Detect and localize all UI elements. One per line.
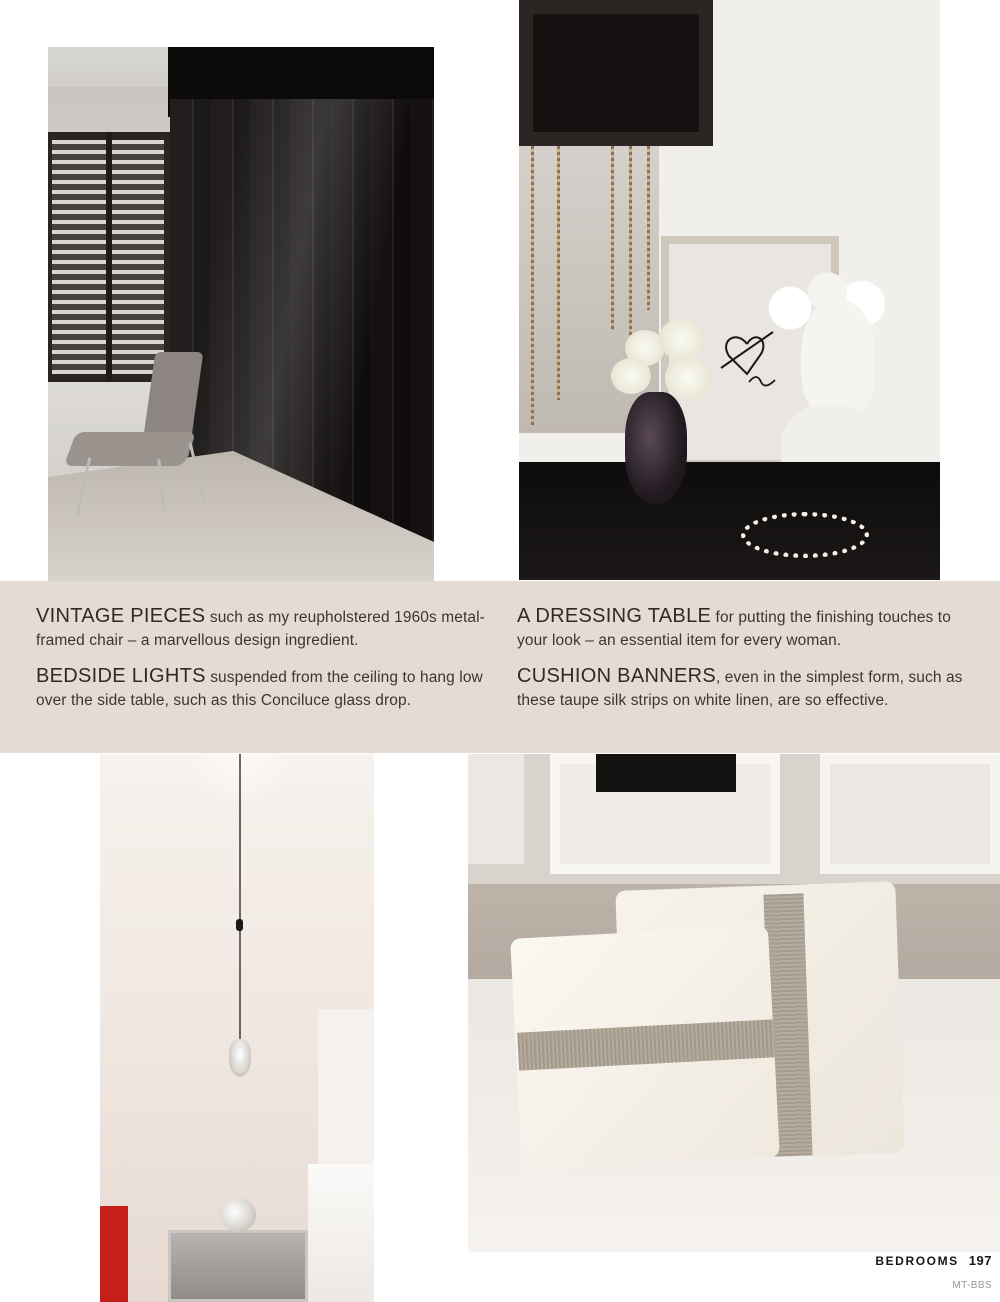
page-folio (875, 1253, 992, 1268)
photo-dressing-table (519, 0, 940, 580)
pendant-wire (239, 754, 241, 1044)
bed-linen (308, 1164, 374, 1302)
watermark: MT-BBS (952, 1280, 992, 1291)
white-rose (611, 358, 651, 394)
framed-art-dark-panel (596, 754, 736, 792)
glass-drop-bulb (229, 1039, 251, 1077)
necklace (531, 140, 534, 425)
necklace (611, 140, 614, 330)
pearl-necklace (741, 512, 869, 558)
white-rose (659, 318, 705, 360)
photo-pendant-light (100, 754, 374, 1302)
red-chair (100, 1206, 128, 1302)
caption-bedside-lights (36, 665, 486, 712)
section-name: BEDROOMS (875, 1254, 959, 1268)
caption-body: , even in the simplest form, such as these taupe silk strips on white linen, are so effective. (517, 669, 963, 709)
caption-body: such as my reupholstered 1960s metal-framed chair – a marvellous design ingredient. (36, 609, 485, 649)
wire-knot (236, 919, 243, 931)
caption-body: suspended from the ceiling to hang low over the side table, such as this Conciluce glass drop. (36, 669, 483, 709)
caption-vintage-pieces (36, 605, 486, 652)
glass-orb (220, 1198, 256, 1232)
caption-lead: CUSHION BANNERS (517, 665, 716, 687)
caption-cushion-banners (517, 665, 979, 712)
caption-lead: BEDSIDE LIGHTS (36, 665, 206, 687)
framed-art (468, 754, 524, 864)
dark-glass-vase (625, 392, 687, 504)
black-picture-frame (519, 0, 713, 146)
caption-lead: A DRESSING TABLE (517, 605, 712, 627)
white-rose (665, 356, 711, 400)
metal-nightstand (168, 1230, 308, 1302)
necklace (557, 140, 560, 400)
shutter-divider (106, 132, 112, 382)
page-number: 197 (968, 1253, 992, 1268)
white-bust (801, 300, 875, 420)
necklace (647, 140, 650, 310)
caption-lead: VINTAGE PIECES (36, 605, 206, 627)
caption-dressing-table (517, 605, 969, 652)
window-shutters (48, 132, 174, 382)
chair-seat (64, 432, 196, 466)
caption-band (0, 581, 1000, 753)
caption-body: for putting the finishing touches to your look – an essential item for every woman. (517, 609, 951, 649)
black-dressing-table (519, 462, 940, 580)
photo-bedroom-chair (48, 47, 434, 581)
photo-cushions (468, 754, 1000, 1252)
framed-art (820, 754, 1000, 874)
